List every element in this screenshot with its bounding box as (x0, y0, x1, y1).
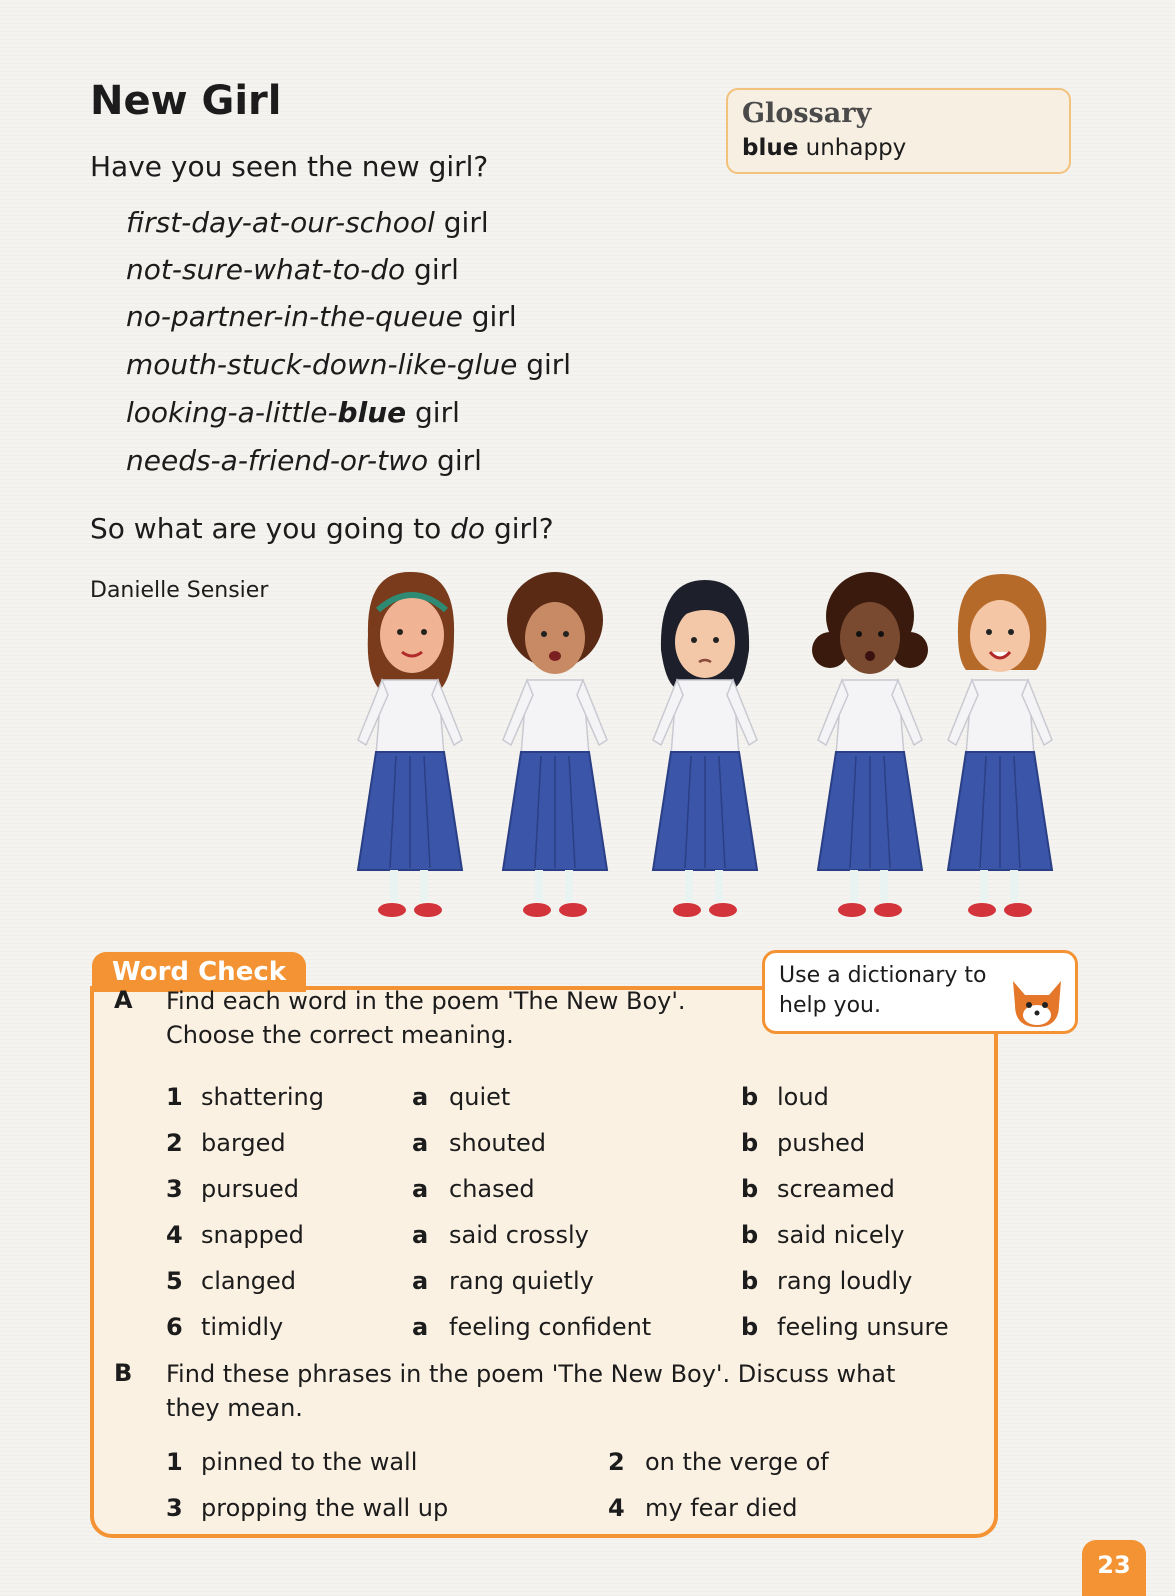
poem-line: no-partner-in-the-queue girl (126, 300, 517, 333)
poem-line: not-sure-what-to-do girl (126, 253, 459, 286)
phrase-number: 2 (608, 1448, 625, 1476)
word-item: 2 (166, 1129, 183, 1157)
option-a-letter: a (412, 1083, 429, 1111)
word-item-word: snapped (201, 1221, 304, 1249)
page-number: 23 (1082, 1540, 1146, 1596)
word-item-word: shattering (201, 1083, 324, 1111)
word-item-word: pursued (201, 1175, 300, 1203)
option-a-letter: a (412, 1313, 429, 1341)
option-b-text: feeling unsure (777, 1313, 949, 1341)
option-b-letter: b (741, 1313, 759, 1341)
option-b-letter: b (741, 1221, 759, 1249)
option-b-text: screamed (777, 1175, 895, 1203)
option-a-text: rang quietly (449, 1267, 594, 1295)
word-item-word: timidly (201, 1313, 284, 1341)
option-b-text: loud (777, 1083, 829, 1111)
option-b-letter: b (741, 1083, 759, 1111)
callout-text: Use a dictionary to help you. (779, 963, 987, 1018)
poem-line: first-day-at-our-school girl (126, 206, 489, 239)
poem-line: mouth-stuck-down-like-glue girl (126, 348, 572, 381)
section-a-instruction: Find each word in the poem 'The New Boy'. Choose the correct meaning. (166, 987, 686, 1049)
option-b-text: rang loudly (777, 1267, 913, 1295)
poem-line: needs-a-friend-or-two girl (126, 444, 482, 477)
cat-icon (1005, 971, 1069, 1031)
word-item: 6 (166, 1313, 183, 1341)
poem-closing: So what are you going to do girl? (90, 512, 554, 545)
phrase-number: 3 (166, 1494, 183, 1522)
word-item: 5 (166, 1267, 183, 1295)
option-b-text: said nicely (777, 1221, 905, 1249)
poem-author: Danielle Sensier (90, 578, 269, 603)
word-item: 3 (166, 1175, 183, 1203)
option-a-letter: a (412, 1129, 429, 1157)
dictionary-callout (762, 950, 1078, 1034)
option-a-text: chased (449, 1175, 535, 1203)
section-a-letter: A (114, 986, 133, 1014)
word-item-word: barged (201, 1129, 286, 1157)
poem-intro: Have you seen the new girl? (90, 150, 489, 183)
option-b-text: pushed (777, 1129, 866, 1157)
phrase-text: propping the wall up (201, 1494, 449, 1522)
word-item: 1 (166, 1083, 183, 1111)
section-b-instruction: Find these phrases in the poem 'The New Boy'. Discuss what they mean. (166, 1360, 896, 1422)
option-b-letter: b (741, 1129, 759, 1157)
phrase-text: pinned to the wall (201, 1448, 418, 1476)
word-item-word: clanged (201, 1267, 297, 1295)
option-a-letter: a (412, 1221, 429, 1249)
glossary-box (726, 88, 1071, 174)
glossary-entry: blue unhappy (742, 135, 907, 161)
glossary-title: Glossary (742, 98, 872, 129)
option-a-text: said crossly (449, 1221, 589, 1249)
option-b-letter: b (741, 1267, 759, 1295)
section-b-letter: B (114, 1359, 133, 1387)
word-item: 4 (166, 1221, 183, 1249)
phrase-text: my fear died (645, 1494, 798, 1522)
schoolgirls-illustration (330, 560, 1070, 930)
phrase-text: on the verge of (645, 1448, 829, 1476)
poem-line: looking-a-little-blue girl (126, 396, 460, 429)
option-a-text: quiet (449, 1083, 511, 1111)
option-b-letter: b (741, 1175, 759, 1203)
option-a-text: shouted (449, 1129, 547, 1157)
phrase-number: 4 (608, 1494, 625, 1522)
option-a-letter: a (412, 1267, 429, 1295)
option-a-text: feeling confident (449, 1313, 652, 1341)
word-check-tab: Word Check (92, 952, 306, 992)
poem-title: New Girl (90, 78, 282, 124)
option-a-letter: a (412, 1175, 429, 1203)
phrase-number: 1 (166, 1448, 183, 1476)
